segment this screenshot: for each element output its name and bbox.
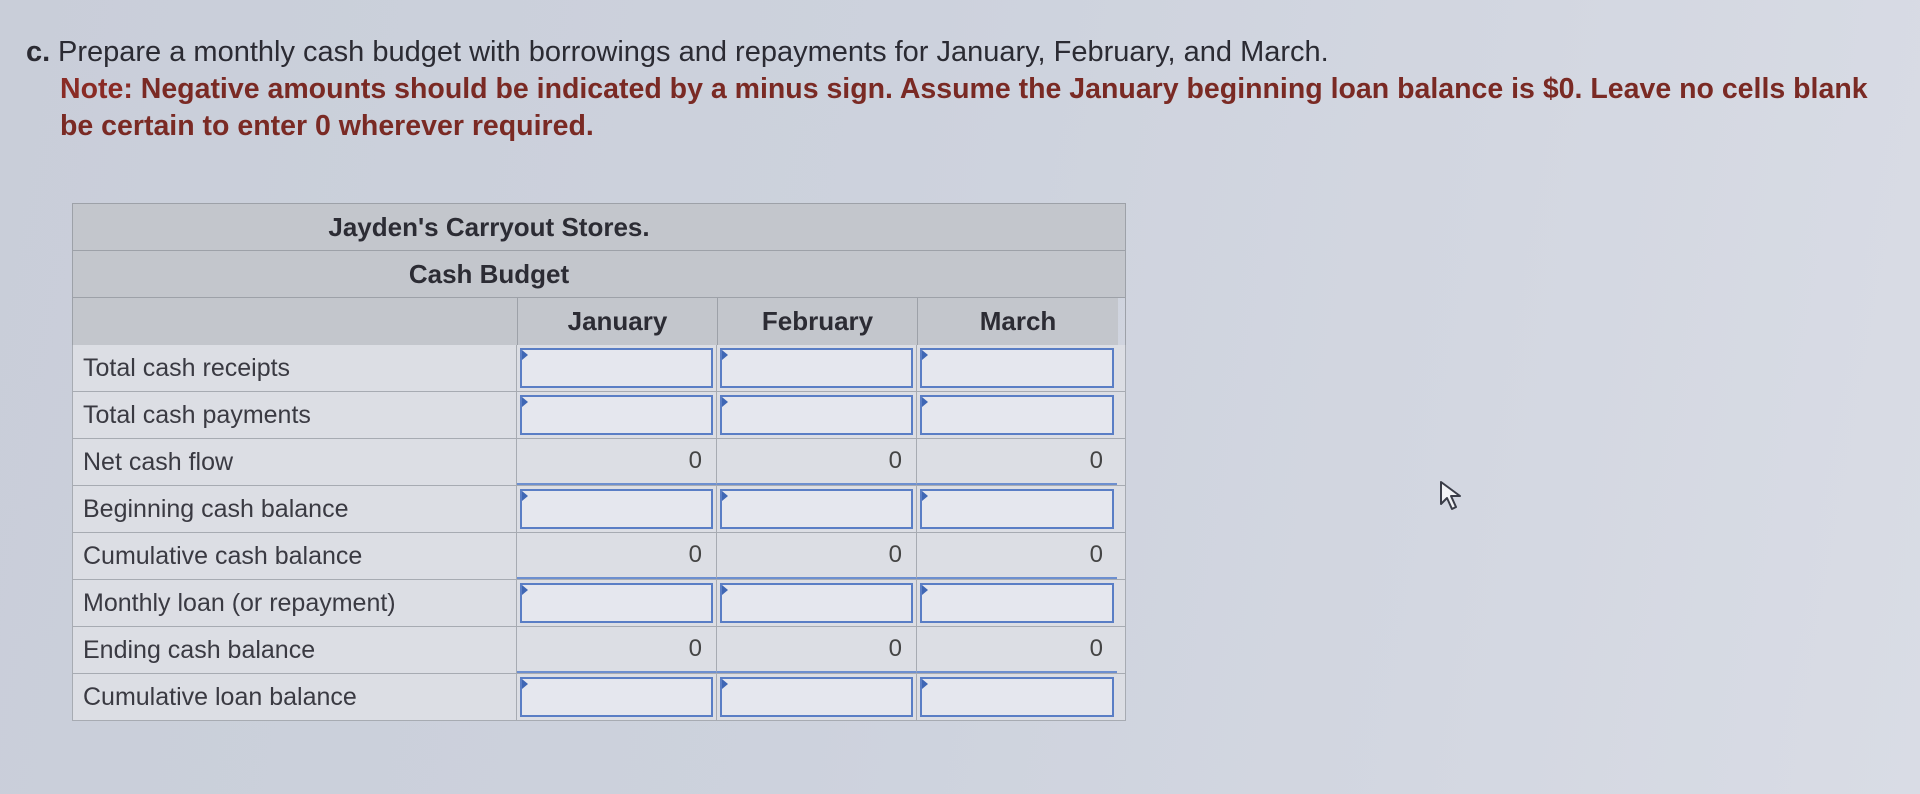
amount-input-march[interactable] bbox=[920, 489, 1114, 529]
amount-input-march[interactable] bbox=[920, 348, 1114, 388]
row-label: Total cash payments bbox=[73, 392, 517, 438]
budget-row bbox=[72, 345, 1126, 392]
cell-february-input-container bbox=[717, 486, 917, 532]
cell-january-input-container bbox=[517, 674, 717, 720]
column-header-march: March bbox=[918, 298, 1118, 345]
mouse-pointer-icon bbox=[1438, 480, 1466, 512]
amount-input-march[interactable] bbox=[920, 583, 1114, 623]
note-text-block bbox=[60, 71, 1906, 145]
cell-january-input-container bbox=[517, 345, 717, 391]
note-label: Note: bbox=[60, 73, 133, 105]
amount-input-january[interactable] bbox=[520, 489, 713, 529]
row-label: Cumulative loan balance bbox=[73, 674, 517, 720]
prompt-text: Prepare a monthly cash budget with borrowings and repayments for January, February, and March. bbox=[58, 36, 1329, 68]
amount-input-january[interactable] bbox=[520, 395, 713, 435]
row-label: Ending cash balance bbox=[73, 627, 517, 673]
row-label: Net cash flow bbox=[73, 439, 517, 485]
cell-january-input-container bbox=[517, 392, 717, 438]
row-label: Total cash receipts bbox=[73, 345, 517, 391]
question-prompt bbox=[26, 34, 1906, 71]
cell-march-input-container bbox=[917, 345, 1117, 391]
amount-input-january[interactable] bbox=[520, 677, 713, 717]
amount-input-january[interactable] bbox=[520, 348, 713, 388]
question-instructions bbox=[26, 34, 1906, 145]
row-label: Monthly loan (or repayment) bbox=[73, 580, 517, 626]
computed-value-february: 0 bbox=[717, 439, 917, 485]
part-letter: c. bbox=[26, 36, 51, 68]
computed-value-january: 0 bbox=[517, 627, 717, 673]
cell-march-input-container bbox=[917, 486, 1117, 532]
column-header-blank bbox=[73, 298, 518, 345]
company-header-row bbox=[72, 203, 1126, 250]
computed-value-march: 0 bbox=[917, 627, 1117, 673]
budget-row bbox=[72, 439, 1126, 486]
company-name: Jayden's Carryout Stores. bbox=[328, 211, 650, 242]
amount-input-march[interactable] bbox=[920, 395, 1114, 435]
budget-row bbox=[72, 392, 1126, 439]
computed-value-january: 0 bbox=[517, 533, 717, 579]
row-label: Cumulative cash balance bbox=[73, 533, 517, 579]
amount-input-march[interactable] bbox=[920, 677, 1114, 717]
cell-march-input-container bbox=[917, 580, 1117, 626]
budget-row bbox=[72, 486, 1126, 533]
note-text: Negative amounts should be indicated by a minus sign. Assume the January beginning loan balance is $0. Leave no cells blank be certain to enter 0 wherever required. bbox=[60, 73, 1868, 142]
amount-input-february[interactable] bbox=[720, 348, 913, 388]
row-label: Beginning cash balance bbox=[73, 486, 517, 532]
amount-input-february[interactable] bbox=[720, 395, 913, 435]
amount-input-february[interactable] bbox=[720, 489, 913, 529]
cash-budget-table bbox=[72, 203, 1126, 721]
cell-march-input-container bbox=[917, 674, 1117, 720]
budget-title: Cash Budget bbox=[408, 258, 570, 289]
cell-january-input-container bbox=[517, 580, 717, 626]
budget-row bbox=[72, 627, 1126, 674]
amount-input-february[interactable] bbox=[720, 583, 913, 623]
cell-january-input-container bbox=[517, 486, 717, 532]
column-header-february: February bbox=[718, 298, 918, 345]
computed-value-february: 0 bbox=[717, 627, 917, 673]
computed-value-february: 0 bbox=[717, 533, 917, 579]
cell-march-input-container bbox=[917, 392, 1117, 438]
cell-february-input-container bbox=[717, 580, 917, 626]
budget-row bbox=[72, 533, 1126, 580]
amount-input-february[interactable] bbox=[720, 677, 913, 717]
budget-rows bbox=[72, 345, 1126, 721]
column-header-january: January bbox=[518, 298, 718, 345]
title-header-row bbox=[72, 250, 1126, 297]
cell-february-input-container bbox=[717, 392, 917, 438]
computed-value-march: 0 bbox=[917, 439, 1117, 485]
amount-input-january[interactable] bbox=[520, 583, 713, 623]
budget-row bbox=[72, 580, 1126, 627]
cell-february-input-container bbox=[717, 674, 917, 720]
cell-february-input-container bbox=[717, 345, 917, 391]
computed-value-march: 0 bbox=[917, 533, 1117, 579]
budget-row bbox=[72, 674, 1126, 721]
computed-value-january: 0 bbox=[517, 439, 717, 485]
column-header-row bbox=[72, 297, 1126, 345]
